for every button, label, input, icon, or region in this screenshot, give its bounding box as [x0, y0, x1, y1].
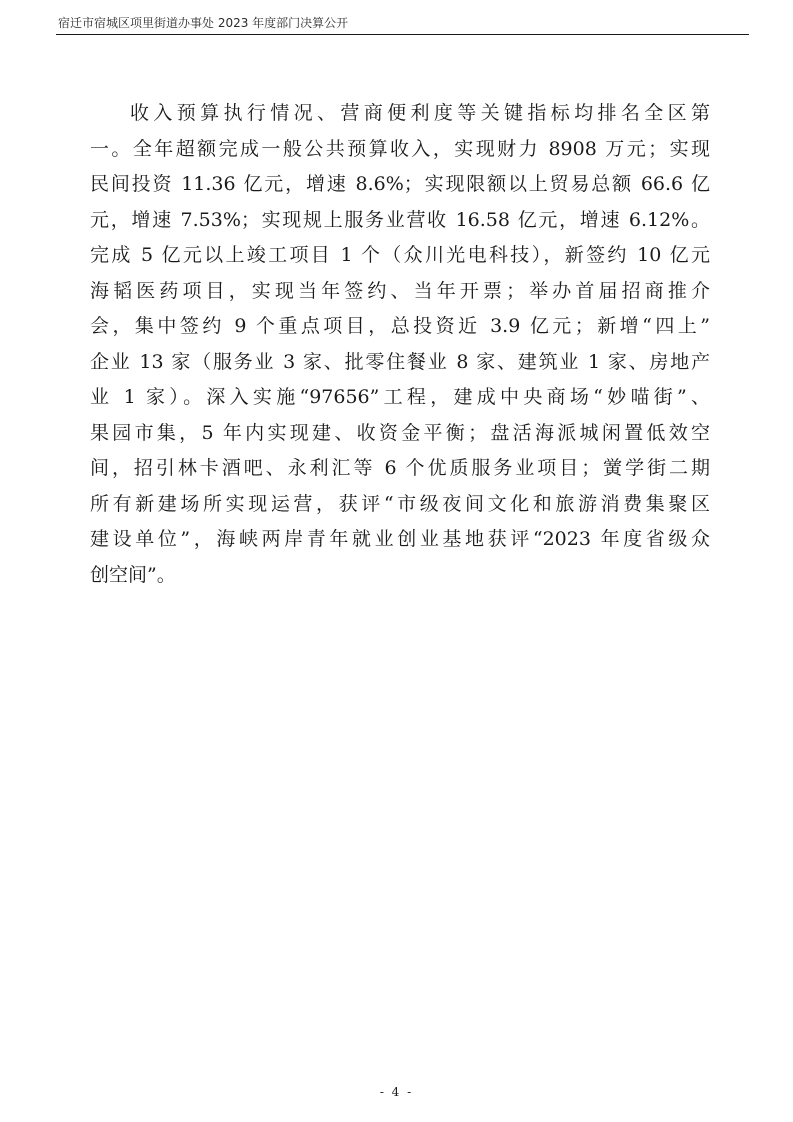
- paragraph-line: 会，集中签约 9 个重点项目，总投资近 3.9 亿元；新增“四上”: [90, 315, 710, 337]
- page-header-title: 宿迁市宿城区项里街道办事处 2023 年度部门决算公开: [58, 16, 349, 30]
- paragraph-line: 所有新建场所实现运营，获评“市级夜间文化和旅游消费集聚区: [90, 492, 710, 515]
- paragraph-line: 元，增速 7.53%；实现规上服务业营收 16.58 亿元，增速 6.12%。: [90, 208, 710, 231]
- paragraph-line: 海韬医药项目，实现当年签约、当年开票；举办首届招商推介: [90, 279, 710, 302]
- paragraph-line: 创空间”。: [90, 563, 176, 586]
- header-divider: [56, 34, 749, 35]
- page-number: - 4 -: [379, 1085, 414, 1099]
- paragraph-line: 果园市集，5 年内实现建、收资金平衡；盘活海派城闲置低效空: [90, 421, 710, 444]
- paragraph-line: 收入预算执行情况、营商便利度等关键指标均排名全区第: [130, 102, 710, 124]
- paragraph-line: 间，招引林卡酒吧、永利汇等 6 个优质服务业项目；黉学街二期: [90, 457, 710, 479]
- paragraph-line: 业 1 家）。深入实施“97656”工程，建成中央商场“妙喵街”、: [90, 386, 710, 408]
- paragraph-line: 一。全年超额完成一般公共预算收入，实现财力 8908 万元；实现: [90, 137, 710, 160]
- paragraph-line: 完成 5 亿元以上竣工项目 1 个（众川光电科技），新签约 10 亿元: [90, 244, 710, 266]
- body-paragraph: [90, 96, 710, 593]
- paragraph-line: 建设单位”，海峡两岸青年就业创业基地获评“2023 年度省级众: [90, 528, 710, 550]
- paragraph-line: 民间投资 11.36 亿元，增速 8.6%；实现限额以上贸易总额 66.6 亿: [90, 173, 710, 195]
- paragraph-line: 企业 13 家（服务业 3 家、批零住餐业 8 家、建筑业 1 家、房地产: [90, 350, 710, 373]
